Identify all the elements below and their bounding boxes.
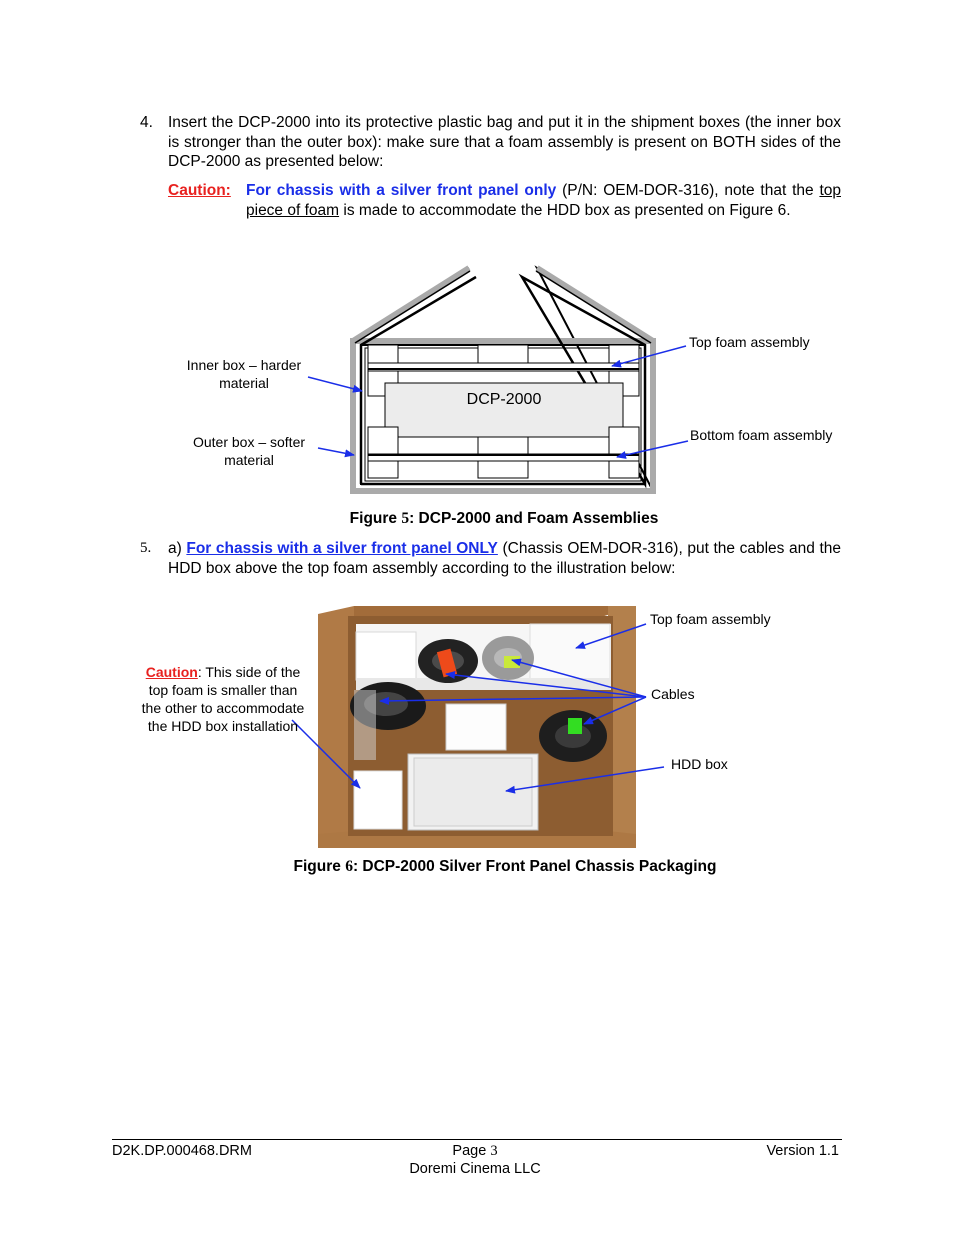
figure-5-caption-prefix: Figure	[349, 510, 402, 527]
device-label: DCP-2000	[466, 391, 542, 408]
cables-arrow-2	[446, 674, 646, 697]
step-4-number: 4.	[140, 114, 153, 131]
bottom-foam-label: Bottom foam assembly	[690, 427, 833, 443]
top-foam-label: Top foam assembly	[689, 334, 810, 350]
figure-5-caption-number: 5	[401, 510, 410, 527]
cables-arrow-1	[512, 660, 646, 697]
step-4-text: Insert the DCP-2000 into its protective plastic bag and put it in the shipment boxes (the inner box is stronger than the outer box): make sure that a foam assembly is present on BOTH sides of the DCP-2000 as presented below:	[168, 114, 841, 170]
top-foam-link: top piece of foam	[246, 182, 841, 219]
photo-hdd-label: HDD box	[671, 756, 728, 772]
top-foam-photo-arrow	[576, 624, 646, 648]
figure-6-caption	[160, 858, 850, 876]
footer-divider	[112, 1139, 842, 1140]
figure-6-caption-prefix: Figure	[293, 858, 346, 875]
caution-label-text: Caution:	[168, 182, 231, 199]
figure-6-caption-text: : DCP-2000 Silver Front Panel Chassis Packaging	[352, 858, 717, 875]
step-5-number: 5.	[140, 540, 152, 556]
footer-version: Version 1.1	[766, 1143, 839, 1159]
footer-doc-id: D2K.DP.000468.DRM	[112, 1143, 252, 1159]
photo-caution-word: Caution	[145, 664, 198, 680]
footer-page-label: Page	[452, 1143, 491, 1159]
photo-top-foam-label: Top foam assembly	[650, 611, 771, 627]
photo-caution-text: : This side of the top foam is smaller than the other to accommodate the HDD box installation	[141, 664, 305, 734]
footer-page	[400, 1143, 550, 1160]
photo-caution-note	[140, 663, 306, 735]
caution-text-2: is made to accommodate the HDD box as presented on Figure 6.	[339, 201, 791, 219]
step-5-text: (Chassis OEM-DOR-316), put the cables and the HDD box above the top foam assembly according to the illustration below:	[168, 540, 841, 577]
photo-cables-label: Cables	[651, 686, 695, 702]
hdd-arrow	[506, 767, 664, 791]
caution-text-1: (P/N: OEM-DOR-316), note that the	[556, 182, 820, 199]
figure-5-caption-text: : DCP-2000 and Foam Assemblies	[409, 510, 659, 527]
footer-page-number: 3	[490, 1143, 498, 1159]
inner-box-label: Inner box – harder material	[186, 357, 302, 391]
cables-arrow-4	[584, 697, 646, 724]
caution-bold-text: For chassis with a silver front panel only	[246, 182, 557, 199]
footer-company: Doremi Cinema LLC	[409, 1161, 541, 1177]
silver-chassis-link[interactable]: For chassis with a silver front panel ONLY	[186, 540, 498, 557]
cables-arrow-3	[380, 697, 646, 701]
figure-6-caption-number: 6	[345, 858, 353, 875]
step-5-prefix: a)	[168, 540, 187, 557]
outer-box-label: Outer box – softer material	[192, 434, 306, 468]
